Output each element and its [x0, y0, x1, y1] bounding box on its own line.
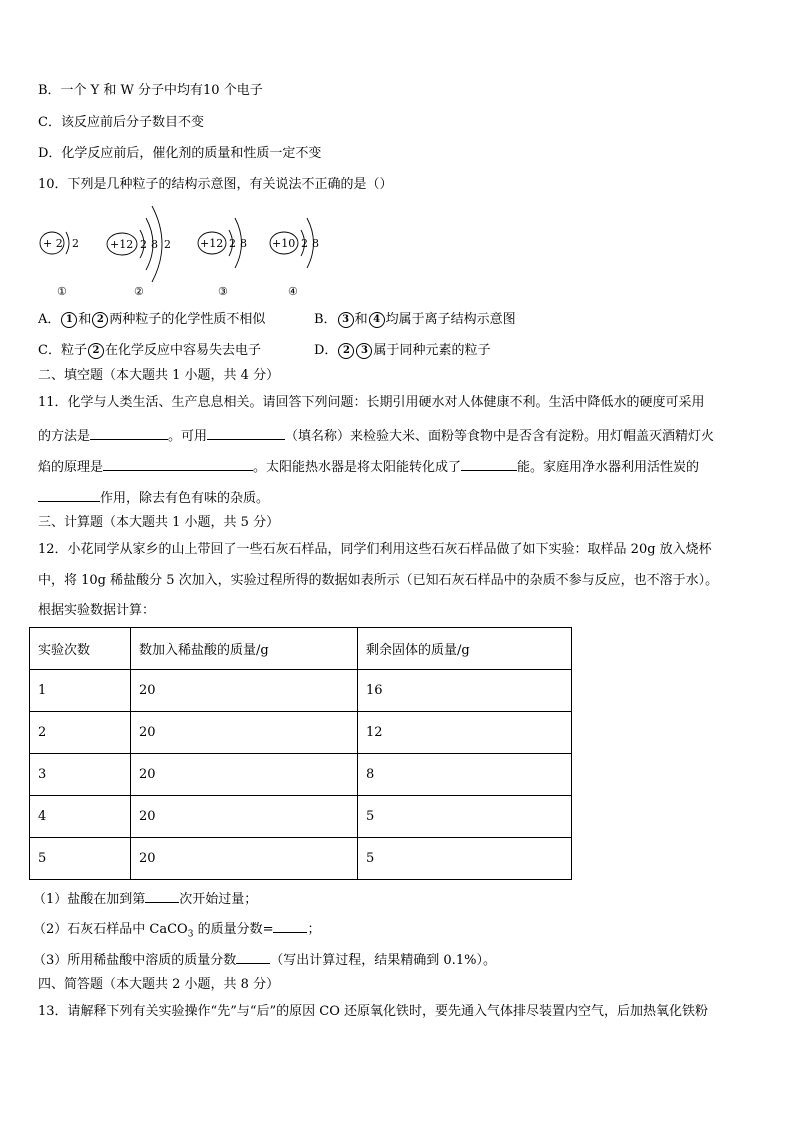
q12-line-2: 中，将 10g 稀盐酸分 5 次加入，实验过程所得的数据如表所示（已知石灰石样品中的杂质不参与反应，也不溶于水）。 [38, 573, 719, 588]
particle-1 [40, 232, 79, 298]
q12-sub-text: （2）石灰石样品中 CaCO [33, 922, 188, 937]
particle-3-shell-1: 2 [229, 237, 236, 250]
q10-option-a [38, 311, 265, 329]
table-row [30, 670, 572, 712]
table-cell: 12 [358, 712, 572, 754]
particle-3-shell-2: 8 [240, 237, 247, 250]
table-cell: 5 [358, 838, 572, 880]
answer-blank[interactable] [38, 488, 100, 502]
table-cell: 5 [358, 796, 572, 838]
table-cell: 20 [131, 838, 358, 880]
q11-text: （填名称）来检验大米、面粉等食物中是否含有淀粉。用灯帽盖灭酒精灯火 [285, 429, 715, 444]
circled-number: 3 [338, 312, 354, 328]
particle-diagram-svg [30, 200, 350, 305]
q10-option-a-text: 两种粒子的化学性质不相似 [109, 312, 266, 327]
q12-line-1: 12．小花同学从家乡的山上带回了一些石灰石样品，同学们利用这些石灰石样品做了如下实验：取样品 20g 放入烧杯 [38, 542, 712, 557]
circled-number: 1 [61, 312, 77, 328]
q12-sub-text: （1）盐酸在加到第 [33, 892, 146, 907]
table-cell: 16 [358, 670, 572, 712]
q11-text: 。可用 [168, 429, 208, 444]
particle-4-shell-2: 8 [312, 237, 319, 250]
q12-sub-text: ； [307, 922, 321, 937]
q12-sub-3 [33, 950, 496, 970]
particle-3-label: ③ [218, 285, 228, 298]
table-row [30, 796, 572, 838]
table-cell: 20 [131, 796, 358, 838]
q11-text: 能。家庭用净水器利用活性炭的 [517, 460, 700, 475]
answer-blank[interactable] [145, 889, 179, 903]
particle-2-label: ② [134, 285, 144, 298]
q12-sub-text: 的质量分数= [193, 922, 274, 937]
answer-blank[interactable] [103, 457, 253, 471]
section4-heading: 四、简答题（本大题共 2 小题，共 8 分） [38, 977, 280, 992]
particle-2-shell-1: 2 [140, 238, 147, 251]
particle-4-shell-1: 2 [301, 237, 308, 250]
table-cell: 5 [30, 838, 131, 880]
q11-text: 焰的原理是 [38, 460, 104, 475]
q11-text: 的方法是 [38, 429, 91, 444]
circled-number: 2 [338, 343, 354, 359]
table-cell: 1 [30, 670, 131, 712]
subscript: 3 [187, 929, 194, 940]
table-header-cell: 数加入稀盐酸的质量/g [131, 628, 358, 670]
table-header-cell: 实验次数 [30, 628, 131, 670]
particle-2-shell-3: 2 [164, 238, 171, 251]
q11-text: 。太阳能热水器是将太阳能转化成了 [253, 460, 462, 475]
table-cell: 3 [30, 754, 131, 796]
circled-number: 2 [88, 343, 104, 359]
particle-3 [198, 218, 247, 298]
circled-number: 4 [369, 312, 385, 328]
q10-option-d-text: 属于同种元素的粒子 [373, 343, 491, 358]
table-row [30, 838, 572, 880]
answer-blank[interactable] [90, 426, 168, 440]
table-cell: 20 [131, 754, 358, 796]
q10-option-c-prefix: C．粒子 [38, 343, 87, 358]
q12-sub-text: 次开始过量； [179, 892, 258, 907]
q12-line-3: 根据实验数据计算： [38, 603, 156, 618]
q12-sub-text: （3）所用稀盐酸中溶质的质量分数 [33, 953, 237, 968]
particle-1-label: ① [57, 285, 67, 298]
table-row [30, 754, 572, 796]
q12-sub-2 [33, 919, 321, 944]
q10-option-c [38, 342, 261, 360]
particle-1-shell-1: 2 [72, 237, 79, 250]
circled-number: 2 [92, 312, 108, 328]
q11-line-2 [38, 426, 714, 446]
particle-2 [107, 206, 171, 298]
particle-3-nucleus: +12 [200, 237, 224, 250]
q9-option-b: B．一个 Y 和 W 分子中均有10 个电子 [38, 83, 263, 98]
q12-sub-text: （写出计算过程，结果精确到 0.1%）。 [270, 953, 496, 968]
q10-option-a-and: 和 [78, 312, 92, 327]
table-header-row [30, 628, 572, 670]
particle-4 [270, 218, 319, 298]
table-cell: 20 [131, 670, 358, 712]
q9-option-c: C．该反应前后分子数目不变 [38, 115, 204, 130]
section3-heading: 三、计算题（本大题共 1 小题，共 5 分） [38, 515, 280, 530]
circled-number: 3 [356, 343, 372, 359]
table-cell: 4 [30, 796, 131, 838]
section2-heading: 二、填空题（本大题共 1 小题，共 4 分） [38, 368, 280, 383]
q11-line-3 [38, 457, 699, 477]
answer-blank[interactable] [273, 919, 307, 933]
q11-line-1: 11．化学与人类生活、生产息息相关。请回答下列问题：长期引用硬水对人体健康不利。生活中降低水的硬度可采用 [38, 395, 705, 410]
q11-line-4 [38, 488, 269, 508]
table-header-cell: 剩余固体的质量/g [358, 628, 572, 670]
table-row [30, 712, 572, 754]
q10-option-a-prefix: A． [38, 312, 61, 327]
q10-option-d [314, 342, 490, 360]
table-cell: 20 [131, 712, 358, 754]
particle-4-nucleus: +10 [272, 237, 296, 250]
q10-option-d-prefix: D． [314, 343, 338, 358]
q10-option-b-prefix: B． [314, 312, 337, 327]
particle-4-label: ④ [288, 285, 298, 298]
particle-structure-diagrams [30, 200, 350, 305]
particle-1-nucleus: + 2 [43, 237, 63, 250]
answer-blank[interactable] [236, 950, 270, 964]
q10-option-b-text: 均属于离子结构示意图 [385, 312, 516, 327]
q13-line-1: 13．请解释下列有关实验操作“先”与“后”的原因 CO 还原氧化铁时，要先通入气体排尽装置内空气，后加热氧化铁粉 [38, 1004, 708, 1019]
table-cell: 2 [30, 712, 131, 754]
particle-2-nucleus: +12 [110, 238, 134, 251]
q10-option-b-and: 和 [354, 312, 368, 327]
q9-option-d: D．化学反应前后，催化剂的质量和性质一定不变 [38, 146, 322, 161]
answer-blank[interactable] [207, 426, 285, 440]
q12-sub-1 [33, 889, 257, 909]
particle-2-shell-2: 8 [151, 238, 158, 251]
answer-blank[interactable] [461, 457, 517, 471]
q10-option-c-text: 在化学反应中容易失去电子 [104, 343, 261, 358]
q10-stem: 10．下列是几种粒子的结构示意图，有关说法不正确的是（） [38, 177, 393, 192]
q11-text: 作用，除去有色有味的杂质。 [100, 491, 270, 506]
table-cell: 8 [358, 754, 572, 796]
experiment-data-table [29, 627, 572, 880]
q10-option-b [314, 311, 516, 329]
